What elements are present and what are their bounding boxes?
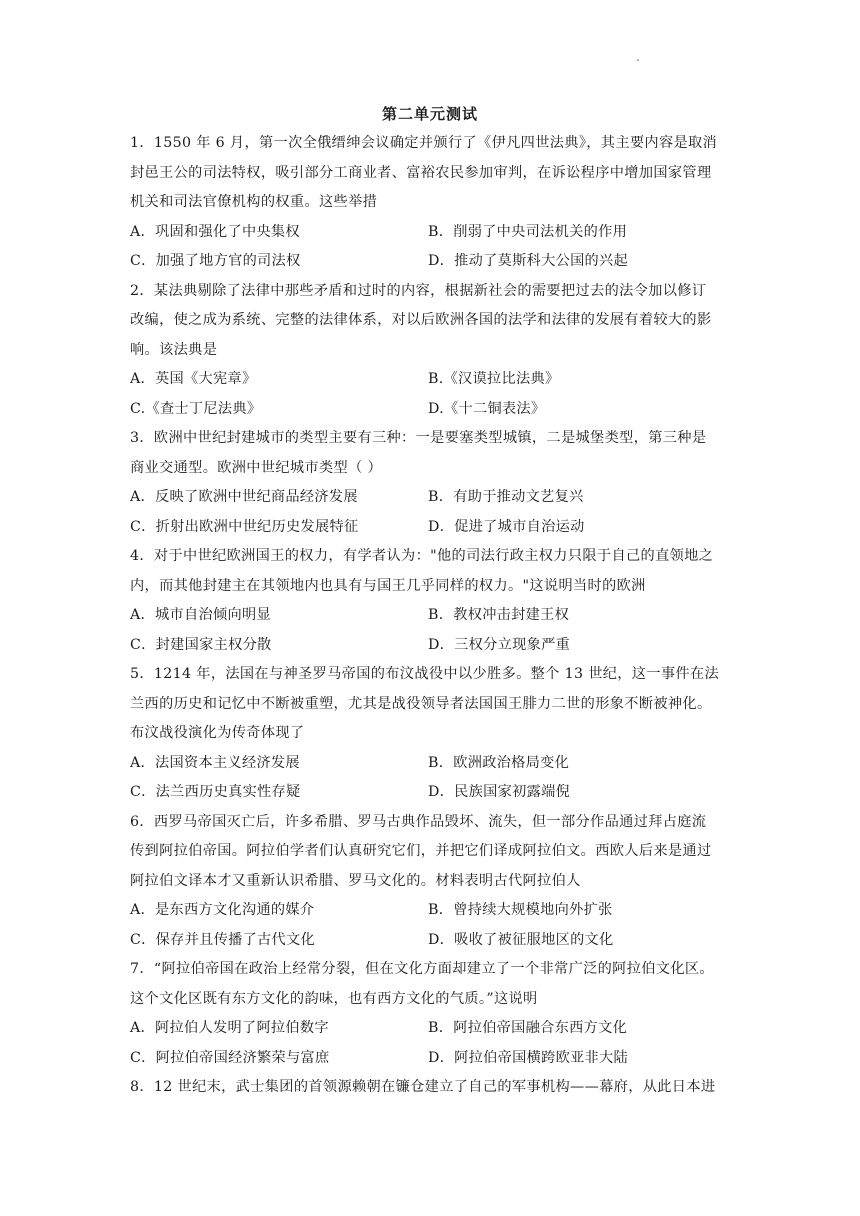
options-row xyxy=(130,1014,740,1044)
options-row xyxy=(130,365,740,395)
answer-option[interactable]: A．城市自治倾向明显 xyxy=(130,607,271,623)
answer-option[interactable]: B．削弱了中央司法机关的作用 xyxy=(428,223,628,240)
answer-option[interactable]: C．法兰西历史真实性存疑 xyxy=(130,784,301,800)
question-stem-line: 商业交通型。欧洲中世纪城市类型（ ） xyxy=(130,459,382,476)
answer-option[interactable]: B．欧洲政治格局变化 xyxy=(428,754,570,771)
question-1 xyxy=(130,129,740,277)
question-stem-line: 4．对于中世纪欧洲国王的权力，有学者认为："他的司法行政主权力只限于自己的直领地之 xyxy=(130,548,714,564)
question-stem-line: 兰西的历史和记忆中不断被重塑，尤其是战役领导者法国国王腓力二世的形象不断被神化。 xyxy=(130,695,712,712)
answer-option[interactable]: B．教权冲击封建王权 xyxy=(428,607,570,623)
header-mark: . xyxy=(636,50,640,64)
answer-option[interactable]: A．阿拉伯人发明了阿拉伯数字 xyxy=(130,1020,329,1036)
question-stem-line: 响。该法典是 xyxy=(130,341,218,358)
answer-option[interactable]: D．三权分立现象严重 xyxy=(428,636,571,653)
question-5 xyxy=(130,660,740,808)
answer-option[interactable]: D.《十二铜表法》 xyxy=(428,400,546,417)
answer-option[interactable]: A．反映了欧洲中世纪商品经济发展 xyxy=(130,489,358,505)
question-stem-line: 传到阿拉伯帝国。阿拉伯学者们认真研究它们，并把它们译成阿拉伯文。西欧人后来是通过 xyxy=(130,843,712,859)
options-row xyxy=(130,778,740,808)
question-list xyxy=(130,129,740,1103)
question-stem-line: 2．某法典剔除了法律中那些矛盾和过时的内容，根据新社会的需要把过去的法令加以修订 xyxy=(130,282,707,299)
answer-option[interactable]: D．民族国家初露端倪 xyxy=(428,784,571,800)
options-row xyxy=(130,601,740,631)
answer-option[interactable]: B．曾持续大规模地向外扩张 xyxy=(428,902,613,918)
options-row xyxy=(130,1044,740,1074)
question-stem-line: 封邑王公的司法特权，吸引部分工商业者、富裕农民参加审判，在诉讼程序中增加国家管理 xyxy=(130,164,712,181)
answer-option[interactable]: B．有助于推动文艺复兴 xyxy=(428,489,584,505)
answer-option[interactable]: B.《汉谟拉比法典》 xyxy=(428,371,560,387)
question-stem-line: 7．“阿拉伯帝国在政治上经常分裂，但在文化方面却建立了一个非常广泛的阿拉伯文化区。 xyxy=(130,961,714,977)
answer-option[interactable]: C．折射出欧洲中世纪历史发展特征 xyxy=(130,518,359,535)
options-row xyxy=(130,749,740,779)
answer-option[interactable]: A．法国资本主义经济发展 xyxy=(130,754,300,771)
question-6 xyxy=(130,808,740,956)
answer-option[interactable]: A．巩固和强化了中央集权 xyxy=(130,223,300,240)
answer-option[interactable]: C．封建国家主权分散 xyxy=(130,636,272,653)
page-title: 第二单元测试 xyxy=(381,105,478,123)
question-stem-line: 机关和司法官僚机构的权重。这些举措 xyxy=(130,194,378,210)
answer-option[interactable]: C.《查士丁尼法典》 xyxy=(130,400,262,417)
options-row xyxy=(130,896,740,926)
options-row xyxy=(130,513,740,543)
question-stem-line: 8．12 世纪末，武士集团的首领源赖朝在镰仓建立了自己的军事机构——幕府，从此日本进 xyxy=(130,1079,716,1095)
question-stem-line: 1．1550 年 6 月，第一次全俄缙绅会议确定并颁行了《伊凡四世法典》，其主要内容是取消 xyxy=(130,135,718,151)
answer-option[interactable]: C．加强了地方官的司法权 xyxy=(130,253,301,269)
answer-option[interactable]: B．阿拉伯帝国融合东西方文化 xyxy=(428,1020,628,1036)
question-stem-line: 6．西罗马帝国灭亡后，许多希腊、罗马古典作品毁坏、流失，但一部分作品通过拜占庭流 xyxy=(130,813,707,830)
answer-option[interactable]: D．吸收了被征服地区的文化 xyxy=(428,931,614,948)
question-stem-line: 5．1214 年，法国在与神圣罗马帝国的布汶战役中以少胜多。整个 13 世纪，这一事件在法 xyxy=(130,666,720,682)
answer-option[interactable]: C．保存并且传播了古代文化 xyxy=(130,931,316,948)
question-7 xyxy=(130,955,740,1073)
answer-option[interactable]: A．英国《大宪章》 xyxy=(130,371,257,387)
question-stem-line: 布汶战役演化为传奇体现了 xyxy=(130,725,305,741)
options-row xyxy=(130,395,740,425)
question-8 xyxy=(130,1073,740,1103)
question-stem-line: 内，而其他封建主在其领地内也具有与国王几乎同样的权力。"这说明当时的欧洲 xyxy=(130,577,646,594)
answer-option[interactable]: D．阿拉伯帝国横跨欧亚非大陆 xyxy=(428,1049,629,1066)
answer-option[interactable]: A．是东西方文化沟通的媒介 xyxy=(130,902,315,918)
answer-option[interactable]: D．推动了莫斯科大公国的兴起 xyxy=(428,253,629,269)
options-row xyxy=(130,926,740,956)
question-stem-line: 改编，使之成为系统、完整的法律体系，对以后欧洲各国的法学和法律的发展有着较大的影 xyxy=(130,312,712,328)
answer-option[interactable]: C．阿拉伯帝国经济繁荣与富庶 xyxy=(130,1049,330,1066)
question-3 xyxy=(130,424,740,542)
question-stem-line: 这个文化区既有东方文化的韵味，也有西方文化的气质。”这说明 xyxy=(130,990,538,1007)
question-stem-line: 阿拉伯文译本才又重新认识希腊、罗马文化的。材料表明古代阿拉伯人 xyxy=(130,872,581,889)
question-2 xyxy=(130,277,740,425)
options-row xyxy=(130,247,740,277)
answer-option[interactable]: D．促进了城市自治运动 xyxy=(428,518,585,535)
options-row xyxy=(130,631,740,661)
question-4 xyxy=(130,542,740,660)
question-stem-line: 3．欧洲中世纪封建城市的类型主要有三种：一是要塞类型城镇，二是城堡类型，第三种是 xyxy=(130,430,707,446)
options-row xyxy=(130,218,740,248)
options-row xyxy=(130,483,740,513)
